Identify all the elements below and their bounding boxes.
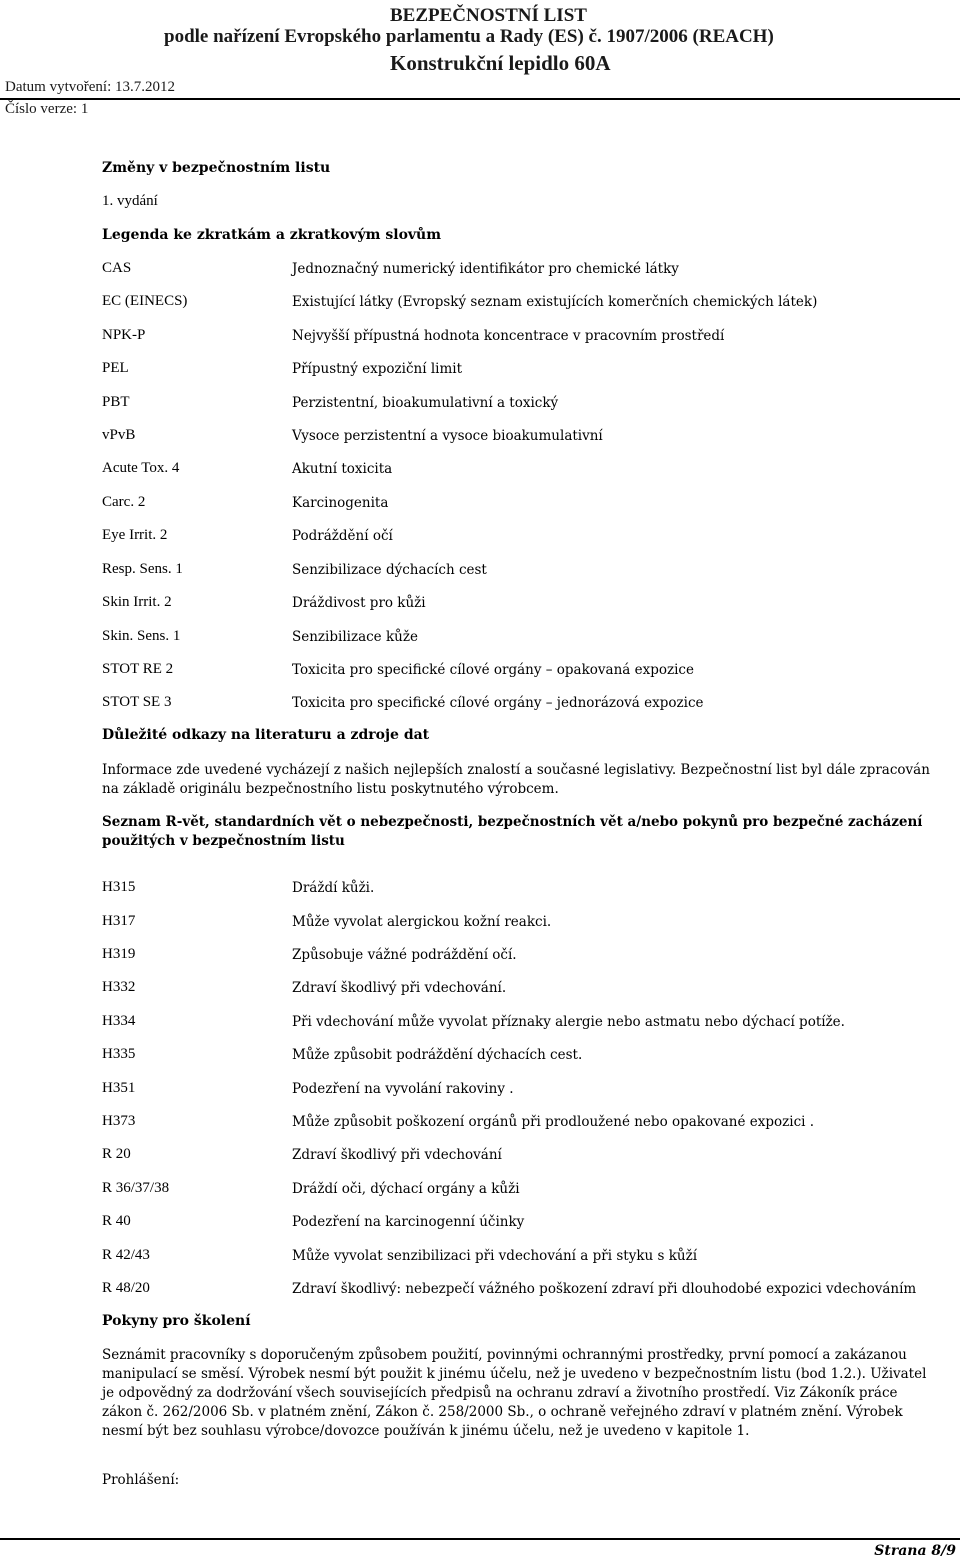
declaration-label: Prohlášení: [102, 1472, 180, 1488]
legend-desc: Karcinogenita [292, 495, 389, 511]
legend-desc: Existující látky (Evropský seznam existujících komerčních chemických látek) [292, 294, 818, 310]
document-title: BEZPEČNOSTNÍ LIST [390, 5, 587, 26]
legend-abbr: Skin. Sens. 1 [102, 628, 181, 644]
phrase-text: Při vdechování může vyvolat příznaky alergie nebo astmatu nebo dýchací potíže. [292, 1014, 845, 1030]
legend-desc: Toxicita pro specifické cílové orgány – jednorázová expozice [292, 695, 704, 711]
phrase-text: Může způsobit poškození orgánů při prodloužené nebo opakované expozici . [292, 1114, 815, 1130]
legend-desc: Senzibilizace dýchacích cest [292, 562, 487, 578]
phrase-code: R 42/43 [102, 1247, 150, 1263]
legend-heading: Legenda ke zkratkám a zkratkovým slovům [102, 227, 442, 243]
header-divider [0, 98, 960, 100]
legend-desc: Perzistentní, bioakumulativní a toxický [292, 395, 559, 411]
legend-desc: Nejvyšší přípustná hodnota koncentrace v pracovním prostředí [292, 328, 725, 344]
legend-abbr: CAS [102, 260, 132, 276]
legend-abbr: PEL [102, 360, 129, 376]
phrase-text: Zdraví škodlivý: nebezpečí vážného poškození zdraví při dlouhodobé expozici vdechováním [292, 1281, 917, 1297]
phrase-text: Podezření na vyvolání rakoviny . [292, 1081, 514, 1097]
phrases-heading-line: použitých v bezpečnostním listu [102, 833, 345, 849]
legend-abbr: STOT SE 3 [102, 694, 172, 710]
legend-abbr: Eye Irrit. 2 [102, 527, 168, 543]
phrase-code: H319 [102, 946, 136, 962]
phrase-code: H373 [102, 1113, 136, 1129]
references-heading: Důležité odkazy na literaturu a zdroje dat [102, 727, 430, 743]
edition-text: 1. vydání [102, 193, 158, 209]
training-text [102, 1346, 952, 1441]
phrase-code: H335 [102, 1046, 136, 1062]
training-line: je odpovědný za dodržování všech souvisejících předpisů na ochranu zdraví a životního prostředí. Viz Zákoník práce [102, 1385, 898, 1401]
footer-divider [0, 1538, 960, 1540]
legend-abbr: Acute Tox. 4 [102, 460, 180, 476]
phrase-code: H351 [102, 1080, 136, 1096]
training-line: zákon č. 262/2006 Sb. v platném znění, Zákon č. 258/2000 Sb., o ochraně veřejného zdraví v platném znění. Výrobek [102, 1404, 903, 1420]
legend-desc: Toxicita pro specifické cílové orgány – opakovaná expozice [292, 662, 694, 678]
legend-desc: Podráždění očí [292, 528, 393, 544]
legend-abbr: NPK-P [102, 327, 146, 343]
product-name: Konstrukční lepidlo 60A [390, 51, 611, 75]
phrase-code: R 20 [102, 1146, 131, 1162]
phrase-code: R 40 [102, 1213, 131, 1229]
legend-abbr: Carc. 2 [102, 494, 146, 510]
legend-abbr: PBT [102, 394, 130, 410]
phrase-text: Dráždí kůži. [292, 880, 375, 896]
legend-desc: Jednoznačný numerický identifikátor pro chemické látky [292, 261, 679, 277]
phrase-text: Podezření na karcinogenní účinky [292, 1214, 525, 1230]
regulation-line: podle nařízení Evropského parlamentu a Rady (ES) č. 1907/2006 (REACH) [164, 26, 774, 47]
legend-desc: Akutní toxicita [292, 461, 393, 477]
legend-desc: Dráždivost pro kůži [292, 595, 426, 611]
version-number: Číslo verze: 1 [5, 101, 89, 117]
phrase-code: H334 [102, 1013, 136, 1029]
phrase-text: Zdraví škodlivý při vdechování [292, 1147, 502, 1163]
created-date: Datum vytvoření: 13.7.2012 [5, 79, 175, 95]
legend-abbr: EC (EINECS) [102, 293, 188, 309]
phrase-text: Dráždí oči, dýchací orgány a kůži [292, 1181, 520, 1197]
training-line: manipulací se směsí. Výrobek nesmí být použit k jinému účelu, než je uvedeno v bezpečnostním listu (bod 1.2.). Uživatel [102, 1366, 927, 1382]
changes-heading: Změny v bezpečnostním listu [102, 160, 331, 176]
legend-abbr: Skin Irrit. 2 [102, 594, 172, 610]
legend-abbr: STOT RE 2 [102, 661, 174, 677]
phrase-text: Způsobuje vážné podráždění očí. [292, 947, 517, 963]
phrase-text: Může způsobit podráždění dýchacích cest. [292, 1047, 583, 1063]
phrase-code: H315 [102, 879, 136, 895]
references-line: na základě originálu bezpečnostního listu poskytnutého výrobcem. [102, 781, 559, 797]
training-line: Seznámit pracovníky s doporučeným způsobem použití, povinnými ochrannými prostředky, první pomocí a zakázanou [102, 1347, 907, 1363]
phrases-heading-line: Seznam R-vět, standardních vět o nebezpečnosti, bezpečnostních vět a/nebo pokynů pro bezpečné zacházení [102, 814, 923, 830]
phrase-code: R 48/20 [102, 1280, 150, 1296]
phrase-text: Může vyvolat senzibilizaci při vdechování a při styku s kůží [292, 1248, 698, 1264]
legend-desc: Přípustný expoziční limit [292, 361, 463, 377]
training-heading: Pokyny pro školení [102, 1313, 251, 1329]
training-line: nesmí být bez souhlasu výrobce/dovozce používán k jinému účelu, než je uvedeno v kapitole 1. [102, 1423, 750, 1439]
legend-abbr: Resp. Sens. 1 [102, 561, 183, 577]
phrase-text: Zdraví škodlivý při vdechování. [292, 980, 507, 996]
phrase-code: H317 [102, 913, 136, 929]
page-number: Strana 8/9 [874, 1543, 956, 1559]
legend-desc: Senzibilizace kůže [292, 629, 418, 645]
phrases-heading [102, 813, 952, 851]
legend-abbr: vPvB [102, 427, 136, 443]
references-line: Informace zde uvedené vycházejí z našich nejlepších znalostí a současné legislativy. Bezpečnostní list byl dále zpracován [102, 762, 930, 778]
references-text [102, 761, 952, 799]
phrase-code: H332 [102, 979, 136, 995]
legend-desc: Vysoce perzistentní a vysoce bioakumulativní [292, 428, 603, 444]
phrase-code: R 36/37/38 [102, 1180, 170, 1196]
phrase-text: Může vyvolat alergickou kožní reakci. [292, 914, 552, 930]
